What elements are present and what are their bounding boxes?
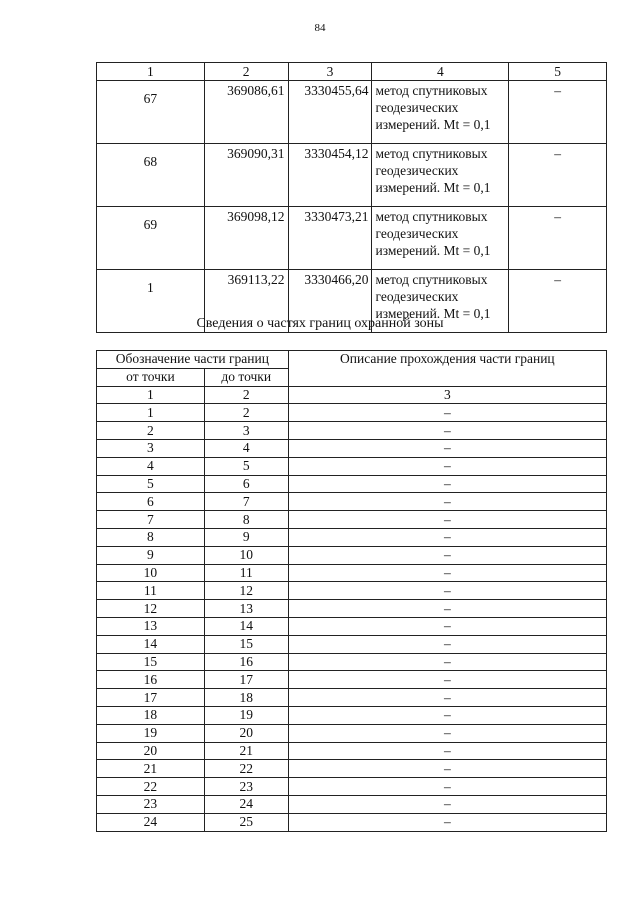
- point-number: 69: [97, 207, 205, 270]
- part-description: –: [288, 724, 606, 742]
- from-point: 5: [97, 475, 205, 493]
- extra-value: –: [509, 81, 607, 144]
- table-row: [97, 546, 607, 564]
- from-point: 1: [97, 404, 205, 422]
- from-point: 12: [97, 600, 205, 618]
- coordinate-y: 3330466,20: [288, 270, 372, 333]
- part-description: –: [288, 760, 606, 778]
- method-description: метод спутниковых геодезических измерений. Mt = 0,1: [372, 270, 509, 333]
- coordinates-header-row: [97, 63, 607, 81]
- coordinate-x: 369086,61: [204, 81, 288, 144]
- part-description: –: [288, 511, 606, 529]
- coordinates-table: [96, 62, 607, 333]
- part-description: –: [288, 546, 606, 564]
- parts-table-body: [97, 404, 607, 831]
- table-row: [97, 511, 607, 529]
- from-point: 9: [97, 546, 205, 564]
- to-point: 8: [204, 511, 288, 529]
- from-point: 4: [97, 457, 205, 475]
- table-row: [97, 422, 607, 440]
- part-description: –: [288, 600, 606, 618]
- point-number: 1: [97, 270, 205, 333]
- table-row: [97, 564, 607, 582]
- from-point: 16: [97, 671, 205, 689]
- table-row: [97, 617, 607, 635]
- part-description: –: [288, 653, 606, 671]
- table-row: [97, 493, 607, 511]
- table-row: [97, 600, 607, 618]
- from-point: 6: [97, 493, 205, 511]
- to-point: 5: [204, 457, 288, 475]
- from-point: 23: [97, 795, 205, 813]
- table-row: [97, 653, 607, 671]
- header-boundary-designation: Обозначение части границ: [97, 351, 289, 369]
- table-row: [97, 475, 607, 493]
- part-description: –: [288, 493, 606, 511]
- table-row: [97, 671, 607, 689]
- method-description: метод спутниковых геодезических измерений. Mt = 0,1: [372, 144, 509, 207]
- to-point: 24: [204, 795, 288, 813]
- part-description: –: [288, 742, 606, 760]
- to-point: 22: [204, 760, 288, 778]
- from-point: 14: [97, 635, 205, 653]
- from-point: 24: [97, 813, 205, 831]
- table-row: [97, 689, 607, 707]
- coordinate-x: 369098,12: [204, 207, 288, 270]
- from-point: 8: [97, 528, 205, 546]
- from-point: 15: [97, 653, 205, 671]
- coordinate-y: 3330455,64: [288, 81, 372, 144]
- part-description: –: [288, 671, 606, 689]
- point-number: 68: [97, 144, 205, 207]
- coordinate-y: 3330473,21: [288, 207, 372, 270]
- from-point: 3: [97, 439, 205, 457]
- table-row: [97, 144, 607, 207]
- column-header: 2: [204, 63, 288, 81]
- part-description: –: [288, 475, 606, 493]
- from-point: 19: [97, 724, 205, 742]
- from-point: 22: [97, 778, 205, 796]
- header-to-point: до точки: [204, 368, 288, 386]
- column-header: 5: [509, 63, 607, 81]
- coordinate-x: 369090,31: [204, 144, 288, 207]
- table-row: [97, 778, 607, 796]
- table-row: [97, 439, 607, 457]
- boundary-parts-table: [96, 350, 607, 832]
- to-point: 2: [204, 404, 288, 422]
- to-point: 12: [204, 582, 288, 600]
- to-point: 19: [204, 706, 288, 724]
- from-point: 2: [97, 422, 205, 440]
- column-header: 3: [288, 63, 372, 81]
- column-header: 1: [97, 63, 205, 81]
- from-point: 17: [97, 689, 205, 707]
- to-point: 3: [204, 422, 288, 440]
- table-row: [97, 404, 607, 422]
- extra-value: –: [509, 144, 607, 207]
- table-row: [97, 795, 607, 813]
- to-point: 15: [204, 635, 288, 653]
- part-description: –: [288, 795, 606, 813]
- column-header: 4: [372, 63, 509, 81]
- part-description: –: [288, 706, 606, 724]
- method-description: метод спутниковых геодезических измерений. Mt = 0,1: [372, 81, 509, 144]
- coordinate-y: 3330454,12: [288, 144, 372, 207]
- section-caption: Сведения о частях границ охранной зоны: [196, 316, 444, 331]
- to-point: 9: [204, 528, 288, 546]
- from-point: 21: [97, 760, 205, 778]
- to-point: 18: [204, 689, 288, 707]
- table-row: [97, 207, 607, 270]
- part-description: –: [288, 582, 606, 600]
- table-row: [97, 813, 607, 831]
- parts-header-row: [97, 351, 607, 369]
- part-description: –: [288, 635, 606, 653]
- parts-column-number-row: [97, 386, 607, 404]
- table-row: [97, 760, 607, 778]
- extra-value: –: [509, 270, 607, 333]
- column-number: 3: [288, 386, 606, 404]
- method-description: метод спутниковых геодезических измерений. Mt = 0,1: [372, 207, 509, 270]
- table-row: [97, 706, 607, 724]
- to-point: 7: [204, 493, 288, 511]
- from-point: 18: [97, 706, 205, 724]
- to-point: 25: [204, 813, 288, 831]
- to-point: 6: [204, 475, 288, 493]
- to-point: 14: [204, 617, 288, 635]
- part-description: –: [288, 564, 606, 582]
- part-description: –: [288, 439, 606, 457]
- part-description: –: [288, 689, 606, 707]
- part-description: –: [288, 813, 606, 831]
- table-row: [97, 582, 607, 600]
- column-number: 1: [97, 386, 205, 404]
- part-description: –: [288, 457, 606, 475]
- coordinate-x: 369113,22: [204, 270, 288, 333]
- part-description: –: [288, 617, 606, 635]
- table-row: [97, 724, 607, 742]
- to-point: 11: [204, 564, 288, 582]
- part-description: –: [288, 778, 606, 796]
- to-point: 17: [204, 671, 288, 689]
- from-point: 20: [97, 742, 205, 760]
- part-description: –: [288, 404, 606, 422]
- to-point: 16: [204, 653, 288, 671]
- from-point: 10: [97, 564, 205, 582]
- from-point: 7: [97, 511, 205, 529]
- part-description: –: [288, 528, 606, 546]
- to-point: 21: [204, 742, 288, 760]
- table-row: [97, 742, 607, 760]
- page-number: 84: [314, 22, 326, 34]
- to-point: 20: [204, 724, 288, 742]
- table-row: [97, 457, 607, 475]
- to-point: 10: [204, 546, 288, 564]
- point-number: 67: [97, 81, 205, 144]
- to-point: 13: [204, 600, 288, 618]
- column-number: 2: [204, 386, 288, 404]
- table-row: [97, 635, 607, 653]
- extra-value: –: [509, 207, 607, 270]
- table-row: [97, 528, 607, 546]
- to-point: 23: [204, 778, 288, 796]
- from-point: 13: [97, 617, 205, 635]
- table-row: [97, 81, 607, 144]
- from-point: 11: [97, 582, 205, 600]
- header-from-point: от точки: [97, 368, 205, 386]
- header-description: Описание прохождения части границ: [288, 351, 606, 387]
- to-point: 4: [204, 439, 288, 457]
- part-description: –: [288, 422, 606, 440]
